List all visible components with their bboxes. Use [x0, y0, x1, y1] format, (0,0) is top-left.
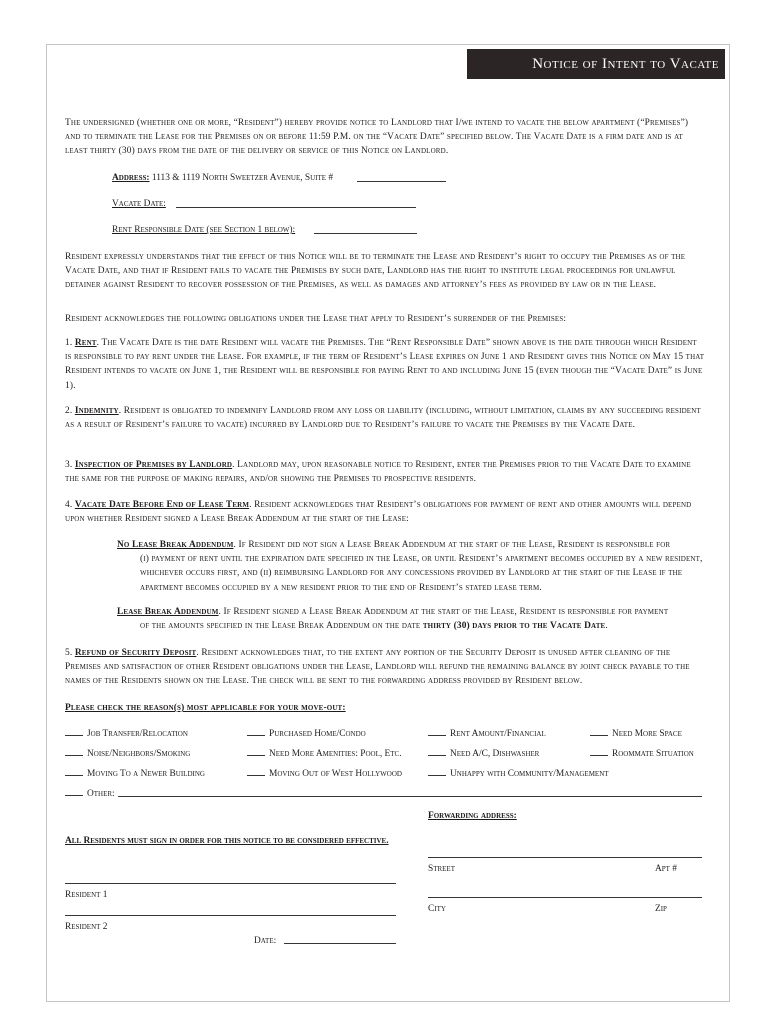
acknowledges-paragraph: Resident acknowledges the following obligations under the Lease that apply to Resident’s surrender of the Premises:: [65, 314, 567, 324]
no-lease-break-first: If Resident did not sign a Lease Break Addendum at the start of the Lease, Resident is responsible for: [238, 540, 671, 550]
city-input[interactable]: [428, 897, 702, 898]
date-label: Date:: [254, 936, 277, 946]
vacate-date-row: [112, 198, 166, 210]
section-3-number: 3.: [65, 460, 73, 470]
understands-paragraph: Resident expressly understands that the effect of this Notice will be to terminate the Lease and Resident’s right to occupy the Premises as of the Vacate Date, and that if Resident fails to vacate the Premises by such date, Landlord has the right to institute legal proceedings for unlawful detainer against Resident to recover possession of the Premises, as well as damages and attorney’s fees as provided by law or in the Lease.: [65, 252, 686, 291]
section-vacate-before-end: 4. Vacate Date Before End of Lease Term. Resident acknowledges that Resident’s obligations for payment of rent and other amounts will depend upon whether Resident signed a Lease Break Addendum at the start of the Lease:: [65, 500, 692, 525]
reason-moving-out-weho[interactable]: Moving Out of West Hollywood: [247, 767, 402, 779]
section-2-heading: Indemnity: [74, 406, 119, 416]
forwarding-address-label: Forwarding address:: [428, 811, 517, 821]
section-3-heading: Inspection of Premises by Landlord: [74, 460, 233, 470]
lease-break-bold: thirty (30) days prior to the Vacate Date: [422, 621, 606, 632]
no-lease-break-addendum: No Lease Break Addendum. If Resident did not sign a Lease Break Addendum at the start of the Lease, Resident is responsible for (i) payment of rent until the expiration date specified in the Lease, or until Resident’s apartment becomes occupied by a new resident, whichever occurs first, and (ii) reimbursing Landlord for any concessions provided by Landlord at the start of the Lease if the apartment becomes occupied by a new resident prior to the end of Resident’s stated lease term.: [117, 538, 705, 595]
section-2-number: 2.: [65, 406, 73, 416]
document-title: Notice of Intent to Vacate: [467, 49, 725, 79]
section-5-number: 5.: [65, 648, 73, 658]
address-label: Address:: [112, 173, 150, 183]
section-1-heading: Rent: [74, 338, 97, 348]
no-lease-break-rest: (i) payment of rent until the expiration date specified in the Lease, or until Resident’s apartment becomes occupied by a new resident, whichever occurs first, and (ii) reimbursing Landlord for any concessions provided by Landlord at the start of the Lease if the apartment becomes occupied by a new resident prior to the end of Resident’s stated lease term.: [140, 554, 703, 593]
intro-paragraph: The undersigned (whether one or more, “Resident”) hereby provide notice to Landlord that I/we intend to vacate the below apartment (“Premises”) and to terminate the Lease for the Premises on or before 11:59 P.M. on the “Vacate Date” specified below. The Vacate Date is a firm date and is at least thirty (30) days from the date of the delivery or service of this Notice on Landlord.: [65, 118, 689, 157]
lease-break-rest: of the amounts specified in the Lease Break Addendum on the date: [140, 621, 421, 632]
rent-responsible-input[interactable]: [314, 233, 417, 234]
reason-amenities[interactable]: Need More Amenities: Pool, Etc.: [247, 747, 402, 759]
resident-2-signature[interactable]: [65, 915, 396, 916]
city-label: City: [428, 904, 446, 914]
lease-break-addendum: Lease Break Addendum. If Resident signed a Lease Break Addendum at the start of the Lease, Resident is responsible for payment of the amounts specified in the Lease Break Addendum on the date thirty (30) days prior to the Vacate Date.: [117, 607, 669, 632]
resident-1-signature[interactable]: [65, 883, 396, 884]
all-residents-notice: All Residents must sign in order for this notice to be considered effective.: [65, 836, 389, 846]
section-5-text: Resident acknowledges that, to the extent any portion of the Security Deposit is unused after cleaning of the Premises and satisfaction of other Resident obligations under the Lease, Landlord will refund the remaining balance by joint check payable to the names of the Residents shown on the Lease. The check will be sent to the forwarding address provided by Resident below.: [65, 648, 690, 687]
section-4-number: 4.: [65, 500, 73, 510]
vacate-date-input[interactable]: [176, 207, 416, 208]
lease-break-first: If Resident signed a Lease Break Addendum at the start of the Lease, Resident is responsible for payment: [223, 607, 669, 617]
reason-ac-dishwasher[interactable]: Need A/C, Dishwasher: [428, 747, 539, 759]
zip-label: Zip: [655, 904, 667, 914]
street-input[interactable]: [428, 857, 702, 858]
suite-input[interactable]: [357, 181, 446, 182]
street-label: Street: [428, 864, 455, 874]
section-1-number: 1.: [65, 338, 73, 348]
resident-1-label: Resident 1: [65, 890, 108, 900]
address-row: [112, 172, 333, 184]
section-rent: 1. Rent. The Vacate Date is the date Resident will vacate the Premises. The “Rent Responsible Date” shown above is the date through which Resident is responsible to pay rent under the Lease. For example, if the term of Resident’s Lease expires on June 1 and Resident gives this Notice on May 15 that Resident intends to vacate on June 1, the Resident will be responsible for paying Rent to and including June 15 (even though the “Vacate Date” is June 1).: [65, 338, 705, 391]
reason-need-more-space[interactable]: Need More Space: [590, 727, 682, 739]
reasons-heading: Please check the reason(s) most applicable for your move-out:: [65, 703, 346, 713]
reason-rent-amount[interactable]: Rent Amount/Financial: [428, 727, 546, 739]
section-indemnity: 2. Indemnity. Resident is obligated to indemnify Landlord from any loss or liability (including, without limitation, claims by any succeeding resident as a result of Resident’s failure to vacate) incurred by Landlord due to Resident’s failure to vacate the Premises by the Vacate Date.: [65, 406, 701, 431]
reason-other[interactable]: Other:: [65, 787, 115, 799]
address-value: 1113 & 1119 North Sweetzer Avenue, Suite #: [151, 173, 334, 183]
rent-responsible-label: Rent Responsible Date (see Section 1 below):: [112, 225, 296, 235]
section-2-text: Resident is obligated to indemnify Landlord from any loss or liability (including, without limitation, claims by any succeeding resident as a result of Resident’s failure to vacate) incurred by Landlord due to Resident’s failure to vacate the Premises by the Vacate Date.: [65, 406, 701, 431]
section-5-heading: Refund of Security Deposit: [74, 648, 197, 658]
reason-noise[interactable]: Noise/Neighbors/Smoking: [65, 747, 190, 759]
apt-label: Apt #: [655, 864, 677, 874]
reason-unhappy[interactable]: Unhappy with Community/Management: [428, 767, 609, 779]
no-lease-break-heading: No Lease Break Addendum: [117, 540, 234, 550]
lease-break-heading: Lease Break Addendum: [117, 607, 219, 617]
resident-2-label: Resident 2: [65, 922, 108, 932]
reason-newer-building[interactable]: Moving To a Newer Building: [65, 767, 205, 779]
other-input[interactable]: [118, 796, 702, 797]
section-4-text: Resident acknowledges that Resident’s obligations for payment of rent and other amounts will depend upon whether Resident signed a Lease Break Addendum at the start of the Lease:: [65, 500, 692, 525]
reason-roommate[interactable]: Roommate Situation: [590, 747, 694, 759]
section-security-deposit: 5. Refund of Security Deposit. Resident acknowledges that, to the extent any portion of the Security Deposit is unused after cleaning of the Premises and satisfaction of other Resident obligations under the Lease, Landlord will refund the remaining balance by joint check payable to the names of the Residents shown on the Lease. The check will be sent to the forwarding address provided by Resident below.: [65, 648, 690, 687]
date-input[interactable]: [284, 943, 396, 944]
vacate-date-label: Vacate Date:: [112, 199, 166, 209]
reason-job-transfer[interactable]: Job Transfer/Relocation: [65, 727, 188, 739]
section-inspection: 3. Inspection of Premises by Landlord. Landlord may, upon reasonable notice to Resident, enter the Premises prior to the Vacate Date to examine the same for the purpose of making repairs, and/or showing the Premises to prospective residents.: [65, 460, 691, 485]
rent-responsible-row: [112, 224, 295, 236]
reason-purchased-home[interactable]: Purchased Home/Condo: [247, 727, 366, 739]
section-3-text: Landlord may, upon reasonable notice to Resident, enter the Premises prior to the Vacate Date to examine the same for the purpose of making repairs, and/or showing the Premises to prospective residents.: [65, 460, 691, 485]
section-4-heading: Vacate Date Before End of Lease Term: [74, 500, 250, 510]
section-1-text: The Vacate Date is the date Resident will vacate the Premises. The “Rent Responsible Date” shown above is the date through which Resident is responsible to pay rent under the Lease. For example, if the term of Resident’s Lease expires on June 1 and Resident gives this Notice on May 15 that Resident intends to vacate on June 1, the Resident will be responsible for paying Rent to and including June 15 (even though the “Vacate Date” is June 1).: [65, 338, 705, 391]
